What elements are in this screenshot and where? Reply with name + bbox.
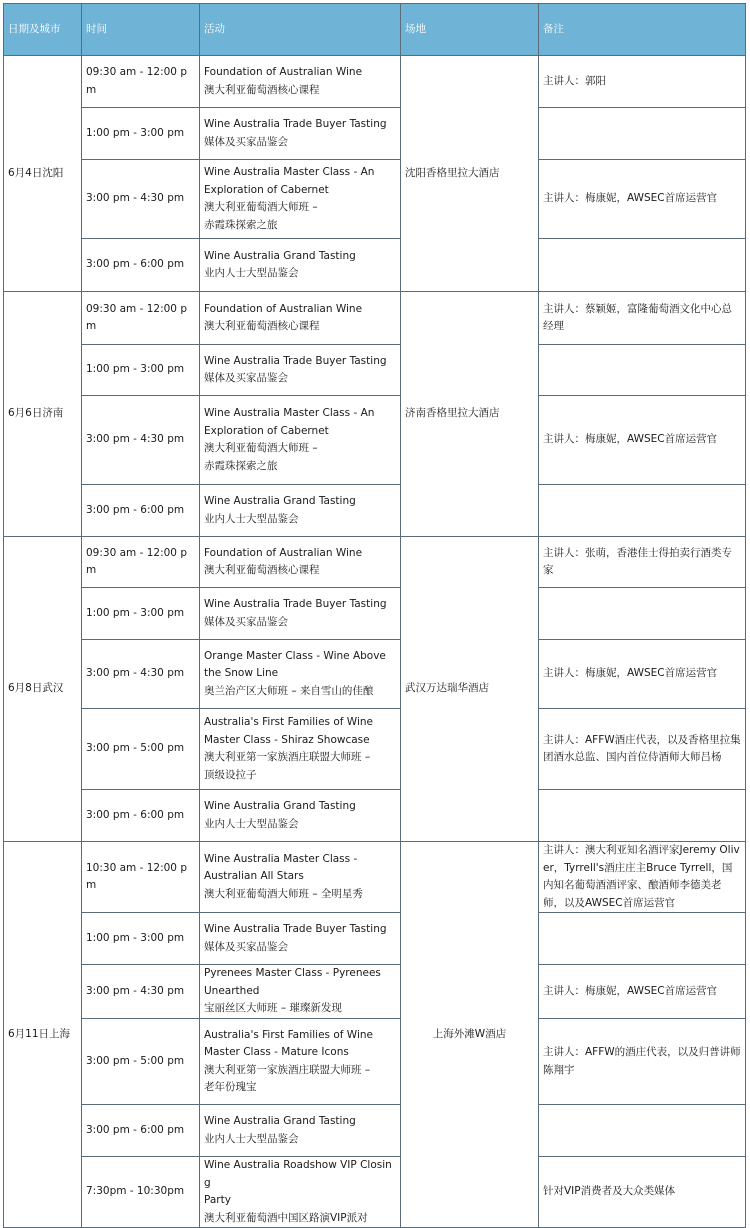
activity-line: Australian All Stars xyxy=(204,870,304,883)
activity-line: Wine Australia Trade Buyer Tasting xyxy=(204,354,387,367)
activity-line: Foundation of Australian Wine xyxy=(204,302,363,315)
activity-cell xyxy=(200,396,401,485)
activity-line: Orange Master Class - Wine Above xyxy=(204,649,386,662)
activity-line: 澳大利亚葡萄酒核心课程 xyxy=(204,83,320,96)
event-row xyxy=(4,537,746,588)
activity-line: 赤霞珠探索之旅 xyxy=(204,218,278,231)
activity-line: 澳大利亚第一家族酒庄联盟大师班 – xyxy=(204,751,371,763)
note-cell: 主讲人：澳大利亚知名酒评家Jeremy Oliver，Tyrrell's酒庄庄主Bruce Tyrrell，国内知名葡萄酒酒评家、酿酒师李德美老师，以及AWSEC首席运营官 xyxy=(539,842,746,913)
activity-line: Exploration of Cabernet xyxy=(204,424,329,437)
event-row xyxy=(4,1105,746,1157)
event-row xyxy=(4,292,746,345)
activity-line: Wine Australia Trade Buyer Tasting xyxy=(204,598,387,610)
activity-line: Australia's First Families of Wine xyxy=(204,1028,373,1041)
activity-line: Wine Australia Roadshow VIP Closing xyxy=(204,1159,392,1189)
time-cell: 3:00 pm - 6:00 pm xyxy=(82,1105,200,1157)
time-cell: 10:30 am - 12:00 pm xyxy=(82,842,200,913)
time-cell: 7:30pm - 10:30pm xyxy=(82,1157,200,1228)
event-row xyxy=(4,56,746,108)
activity-cell xyxy=(200,160,401,239)
activity-line: 澳大利亚葡萄酒核心课程 xyxy=(204,320,320,332)
note-cell: 主讲人：梅康妮，AWSEC首席运营官 xyxy=(539,396,746,485)
note-cell xyxy=(539,108,746,160)
activity-line: Wine Australia Master Class - An xyxy=(204,407,375,419)
event-row xyxy=(4,1019,746,1105)
activity-line: 业内人士大型品鉴会 xyxy=(204,512,299,525)
note-cell: 主讲人：AFFW酒庄代表，以及香格里拉集团酒水总监、国内首位侍酒师大师吕杨 xyxy=(539,709,746,790)
activity-cell xyxy=(200,108,401,160)
time-cell: 1:00 pm - 3:00 pm xyxy=(82,345,200,396)
note-cell xyxy=(539,345,746,396)
time-cell: 3:00 pm - 4:30 pm xyxy=(82,160,200,239)
note-cell: 主讲人：梅康妮，AWSEC首席运营官 xyxy=(539,965,746,1019)
activity-line: 顶级设拉子 xyxy=(204,768,257,781)
note-cell: 针对VIP消费者及大众类媒体 xyxy=(539,1157,746,1228)
activity-line: 媒体及买家品鉴会 xyxy=(204,372,288,384)
note-cell xyxy=(539,588,746,640)
activity-cell xyxy=(200,1019,401,1105)
time-cell: 09:30 am - 12:00 pm xyxy=(82,537,200,588)
activity-line: 老年份瑰宝 xyxy=(204,1081,257,1093)
activity-cell xyxy=(200,588,401,640)
time-cell: 09:30 am - 12:00 pm xyxy=(82,56,200,108)
note-cell: 主讲人：梅康妮，AWSEC首席运营官 xyxy=(539,640,746,709)
note-cell xyxy=(539,239,746,292)
activity-line: Wine Australia Grand Tasting xyxy=(204,800,356,812)
time-cell: 3:00 pm - 4:30 pm xyxy=(82,965,200,1019)
note-cell xyxy=(539,790,746,842)
activity-line: Wine Australia Grand Tasting xyxy=(204,249,356,262)
time-cell: 3:00 pm - 4:30 pm xyxy=(82,396,200,485)
activity-line: 赤霞珠探索之旅 xyxy=(204,459,278,472)
note-cell: 主讲人：梅康妮，AWSEC首席运营官 xyxy=(539,160,746,239)
venue-cell: 济南香格里拉大酒店 xyxy=(401,292,539,537)
activity-line: Australia's First Families of Wine xyxy=(204,716,373,728)
header-time: 时间 xyxy=(82,4,200,56)
note-cell xyxy=(539,913,746,965)
activity-line: Pyrenees Master Class - Pyrenees xyxy=(204,967,381,980)
activity-cell xyxy=(200,292,401,345)
activity-cell xyxy=(200,640,401,709)
time-cell: 1:00 pm - 3:00 pm xyxy=(82,588,200,640)
activity-line: 媒体及买家品鉴会 xyxy=(204,615,288,628)
activity-line: 媒体及买家品鉴会 xyxy=(204,940,288,953)
event-row xyxy=(4,709,746,790)
event-row xyxy=(4,239,746,292)
date-city-cell: 6月8日武汉 xyxy=(4,537,82,842)
activity-line: Wine Australia Trade Buyer Tasting xyxy=(204,118,387,130)
activity-cell xyxy=(200,239,401,292)
activity-line: 媒体及买家品鉴会 xyxy=(204,135,288,148)
date-city-cell: 6月11日上海 xyxy=(4,842,82,1228)
event-row xyxy=(4,396,746,485)
activity-cell xyxy=(200,345,401,396)
time-cell: 3:00 pm - 4:30 pm xyxy=(82,640,200,709)
activity-cell xyxy=(200,842,401,913)
date-city-cell: 6月6日济南 xyxy=(4,292,82,537)
activity-line: Foundation of Australian Wine xyxy=(204,546,363,559)
date-city-cell: 6月4日沈阳 xyxy=(4,56,82,292)
activity-line: 澳大利亚葡萄酒核心课程 xyxy=(204,564,320,576)
venue-cell: 武汉万达瑞华酒店 xyxy=(401,537,539,842)
schedule-body xyxy=(4,56,746,1228)
activity-line: 宝丽丝区大师班 – 璀璨新发现 xyxy=(204,1002,342,1015)
activity-line: Master Class - Shiraz Showcase xyxy=(204,733,370,746)
activity-line: 奥兰治产区大师班 – 来自雪山的佳酿 xyxy=(204,684,374,697)
venue-cell: 上海外滩W酒店 xyxy=(401,842,539,1228)
note-cell: 主讲人：郭阳 xyxy=(539,56,746,108)
venue-cell: 沈阳香格里拉大酒店 xyxy=(401,56,539,292)
note-cell: 主讲人：AFFW的酒庄代表，以及归普讲师陈翔宇 xyxy=(539,1019,746,1105)
event-row xyxy=(4,485,746,537)
time-cell: 3:00 pm - 6:00 pm xyxy=(82,485,200,537)
activity-line: 业内人士大型品鉴会 xyxy=(204,817,299,830)
time-cell: 3:00 pm - 5:00 pm xyxy=(82,1019,200,1105)
activity-line: Wine Australia Master Class - An xyxy=(204,166,375,178)
activity-line: 澳大利亚第一家族酒庄联盟大师班 – xyxy=(204,1063,371,1076)
time-cell: 3:00 pm - 6:00 pm xyxy=(82,790,200,842)
time-cell: 09:30 am - 12:00 pm xyxy=(82,292,200,345)
event-row xyxy=(4,790,746,842)
schedule-table xyxy=(3,3,746,1228)
activity-line: Wine Australia Master Class - xyxy=(204,852,358,865)
time-cell: 3:00 pm - 6:00 pm xyxy=(82,239,200,292)
activity-line: Foundation of Australian Wine xyxy=(204,66,363,78)
activity-cell xyxy=(200,537,401,588)
activity-line: 澳大利亚葡萄酒大师班 – 全明星秀 xyxy=(204,887,363,900)
note-cell xyxy=(539,1105,746,1157)
header-activity: 活动 xyxy=(200,4,401,56)
header-date-city: 日期及城市 xyxy=(4,4,82,56)
activity-cell xyxy=(200,913,401,965)
activity-line: Unearthed xyxy=(204,984,260,997)
header-row xyxy=(4,4,746,56)
note-cell xyxy=(539,485,746,537)
activity-line: Wine Australia Grand Tasting xyxy=(204,495,356,507)
activity-line: the Snow Line xyxy=(204,667,279,680)
note-cell: 主讲人：蔡颖姬，富隆葡萄酒文化中心总经理 xyxy=(539,292,746,345)
activity-cell xyxy=(200,790,401,842)
activity-cell xyxy=(200,709,401,790)
activity-line: Wine Australia Trade Buyer Tasting xyxy=(204,923,387,935)
header-notes: 备注 xyxy=(539,4,746,56)
activity-line: Exploration of Cabernet xyxy=(204,183,329,196)
activity-line: 澳大利亚葡萄酒大师班 – xyxy=(204,442,318,454)
note-cell: 主讲人：张萌，香港佳士得拍卖行酒类专家 xyxy=(539,537,746,588)
event-row xyxy=(4,108,746,160)
time-cell: 1:00 pm - 3:00 pm xyxy=(82,913,200,965)
activity-line: 业内人士大型品鉴会 xyxy=(204,267,299,279)
event-row xyxy=(4,913,746,965)
activity-line: 澳大利亚葡萄酒中国区路演VIP派对 xyxy=(204,1211,368,1224)
time-cell: 1:00 pm - 3:00 pm xyxy=(82,108,200,160)
activity-line: 业内人士大型品鉴会 xyxy=(204,1132,299,1145)
activity-line: Party xyxy=(204,1194,231,1206)
event-row xyxy=(4,588,746,640)
event-row xyxy=(4,842,746,913)
activity-cell xyxy=(200,56,401,108)
activity-cell xyxy=(200,965,401,1019)
header-venue: 场地 xyxy=(401,4,539,56)
event-row xyxy=(4,160,746,239)
activity-line: 澳大利亚葡萄酒大师班 – xyxy=(204,201,318,213)
activity-line: Wine Australia Grand Tasting xyxy=(204,1115,356,1127)
activity-line: Master Class - Mature Icons xyxy=(204,1046,349,1058)
activity-cell xyxy=(200,1105,401,1157)
event-row xyxy=(4,965,746,1019)
event-row xyxy=(4,640,746,709)
activity-cell xyxy=(200,485,401,537)
event-row xyxy=(4,345,746,396)
time-cell: 3:00 pm - 5:00 pm xyxy=(82,709,200,790)
